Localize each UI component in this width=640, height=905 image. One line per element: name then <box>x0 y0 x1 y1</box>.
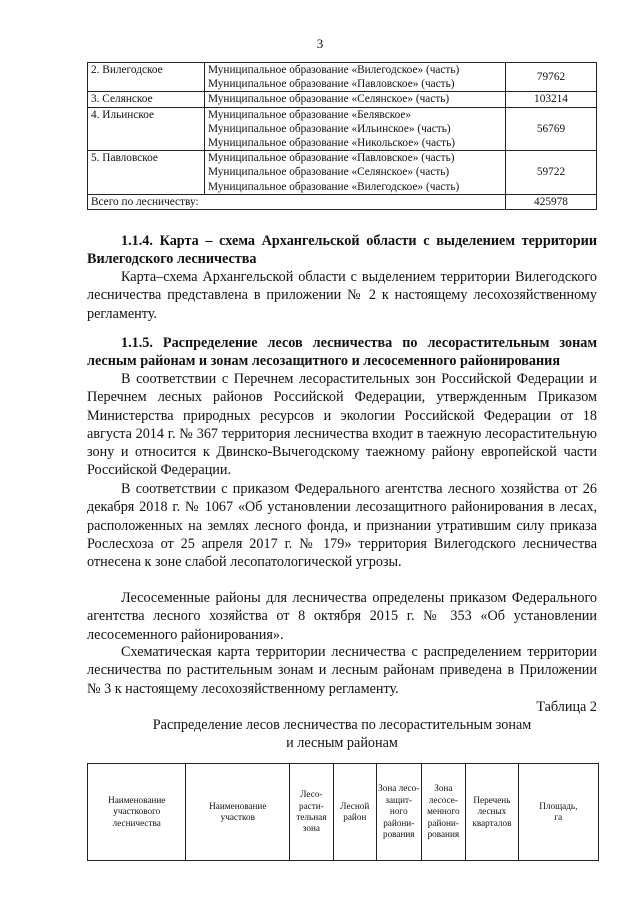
column-header-line: кварталов <box>472 817 512 828</box>
column-header-line: Площадь, <box>539 800 578 811</box>
column-header-line: Зона <box>434 783 453 794</box>
column-header <box>421 764 466 861</box>
municipalities-cell <box>205 151 506 195</box>
column-header-line: райони- <box>427 817 459 828</box>
column-header-line: Наименование <box>108 794 166 805</box>
column-header-line: Лесной <box>340 800 370 811</box>
column-header-line: га <box>554 812 563 822</box>
table-row <box>88 92 597 107</box>
column-header-line: рования <box>382 829 415 840</box>
page-number: 3 <box>316 36 324 51</box>
total-row <box>88 194 597 209</box>
municipality-line: Муниципальное образование «Павловское» (часть) <box>208 152 455 165</box>
column-header <box>376 764 421 861</box>
column-header <box>466 764 518 861</box>
column-header-line: Зона лесо- <box>378 783 420 794</box>
section-heading-1-1-5: 1.1.5. Распределение лесов лесничества по лесорастительным зонам лесным районам и зонам лесозащитного и лесосеменного районирования <box>87 335 597 369</box>
municipality-line: Муниципальное образование «Белявское» <box>208 108 412 121</box>
municipality-line: Муниципальное образование «Селянское» (часть) <box>208 93 450 106</box>
section-1-1-5-paragraph-4: Схематическая карта территории лесничества с распределением территории лесничества по растительным зонам и лесным районам приведена в Приложении № 3 к настоящему лесохозяйственному регламенту. <box>87 644 597 697</box>
table-row <box>88 107 597 151</box>
municipality-line: Муниципальное образование «Вилегодское» (часть) <box>208 180 460 193</box>
area-cell: 56769 <box>506 107 597 151</box>
section-1-1-5-paragraph-2: В соответствии с приказом Федерального агентства лесного хозяйства от 26 декабря 2018 г. № 1067 «Об установлении лесозащитного районирования в лесах, расположенных на землях лесного фонда, и признании утратившим силу приказа Рослесхоза от 25 апреля 2017 г. № 179» территория Вилегодского лесничества отнесена к зоне слабой лесопатологической угрозы. <box>87 481 597 571</box>
column-header-line: райони- <box>383 817 415 828</box>
total-label: Всего по лесничеству: <box>88 194 506 209</box>
district-name-cell: 5. Павловское <box>88 151 205 195</box>
section-1-1-4-paragraph: Карта–схема Архангельской области с выделением территории Вилегодского лесничества представлена в приложении № 2 к настоящему лесохозяйственному регламенту. <box>87 269 597 322</box>
table-2-caption-line: и лесным районам <box>286 735 398 751</box>
table-2-caption-line: Распределение лесов лесничества по лесорастительным зонам <box>152 717 532 733</box>
forest-zones-table <box>87 763 599 861</box>
column-header-line: лесничества <box>112 817 161 828</box>
column-header-line: защит- <box>385 794 413 805</box>
table-row <box>88 63 597 92</box>
area-cell: 59722 <box>506 151 597 195</box>
column-header-line: расти- <box>299 800 324 811</box>
column-header-line: Лесо- <box>300 789 323 800</box>
municipality-line: Муниципальное образование «Павловское» (часть) <box>208 78 455 91</box>
municipality-line: Муниципальное образование «Ильинское» (часть) <box>208 122 451 135</box>
area-cell: 79762 <box>506 63 597 92</box>
column-header-line: тельная <box>296 812 327 822</box>
table-2-caption <box>87 716 597 752</box>
column-header-line: ного <box>389 806 408 817</box>
column-header <box>290 764 333 861</box>
column-header <box>333 764 376 861</box>
municipality-line: Муниципальное образование «Селянское» (часть) <box>208 166 450 179</box>
column-header-line: район <box>343 812 367 822</box>
column-header-line: лесосе- <box>428 794 458 805</box>
column-header <box>186 764 290 861</box>
total-area: 425978 <box>506 194 597 209</box>
column-header-line: участкового <box>113 806 161 817</box>
column-header <box>88 764 186 861</box>
forestry-districts-table <box>87 62 597 210</box>
table-2-label: Таблица 2 <box>536 699 597 715</box>
column-header-line: рования <box>427 829 460 840</box>
municipalities-cell <box>205 63 506 92</box>
section-heading-1-1-4: 1.1.4. Карта – схема Архангельской области с выделением территории Вилегодского лесничества <box>87 233 597 267</box>
section-1-1-5-paragraph-3: Лесосеменные районы для лесничества определены приказом Федерального агентства лесного хозяйства от 8 октября 2015 г. № 353 «Об установлении лесосеменного районирования». <box>87 590 597 643</box>
municipalities-cell <box>205 107 506 151</box>
municipality-line: Муниципальное образование «Никольское» (часть) <box>208 137 456 150</box>
district-name-cell: 4. Ильинское <box>88 107 205 151</box>
district-name-cell: 2. Вилегодское <box>88 63 205 92</box>
column-header-line: зона <box>302 823 320 834</box>
column-header-line: участков <box>220 812 255 822</box>
column-header-line: Перечень <box>473 794 511 805</box>
column-header-line: лесных <box>477 806 507 817</box>
district-name-cell: 3. Селянское <box>88 92 205 107</box>
column-header-line: менного <box>427 806 460 817</box>
column-header-line: Наименование <box>209 800 267 811</box>
municipalities-cell <box>205 92 506 107</box>
section-1-1-5-paragraph-1: В соответствии с Перечнем лесорастительных зон Российской Федерации и Перечнем лесных районов Российской Федерации, утвержденным Приказом Министерства природных ресурсов и экологии Российской Федерации от 18 августа 2014 г. № 367 территория лесничества входит в таежную лесорастительную зону и относится к Двинско-Вычегодскому таежному району европейской части Российской Федерации. <box>87 371 597 479</box>
municipality-line: Муниципальное образование «Вилегодское» (часть) <box>208 64 460 76</box>
column-header <box>518 764 598 861</box>
table-row <box>88 151 597 195</box>
area-cell: 103214 <box>506 92 597 107</box>
